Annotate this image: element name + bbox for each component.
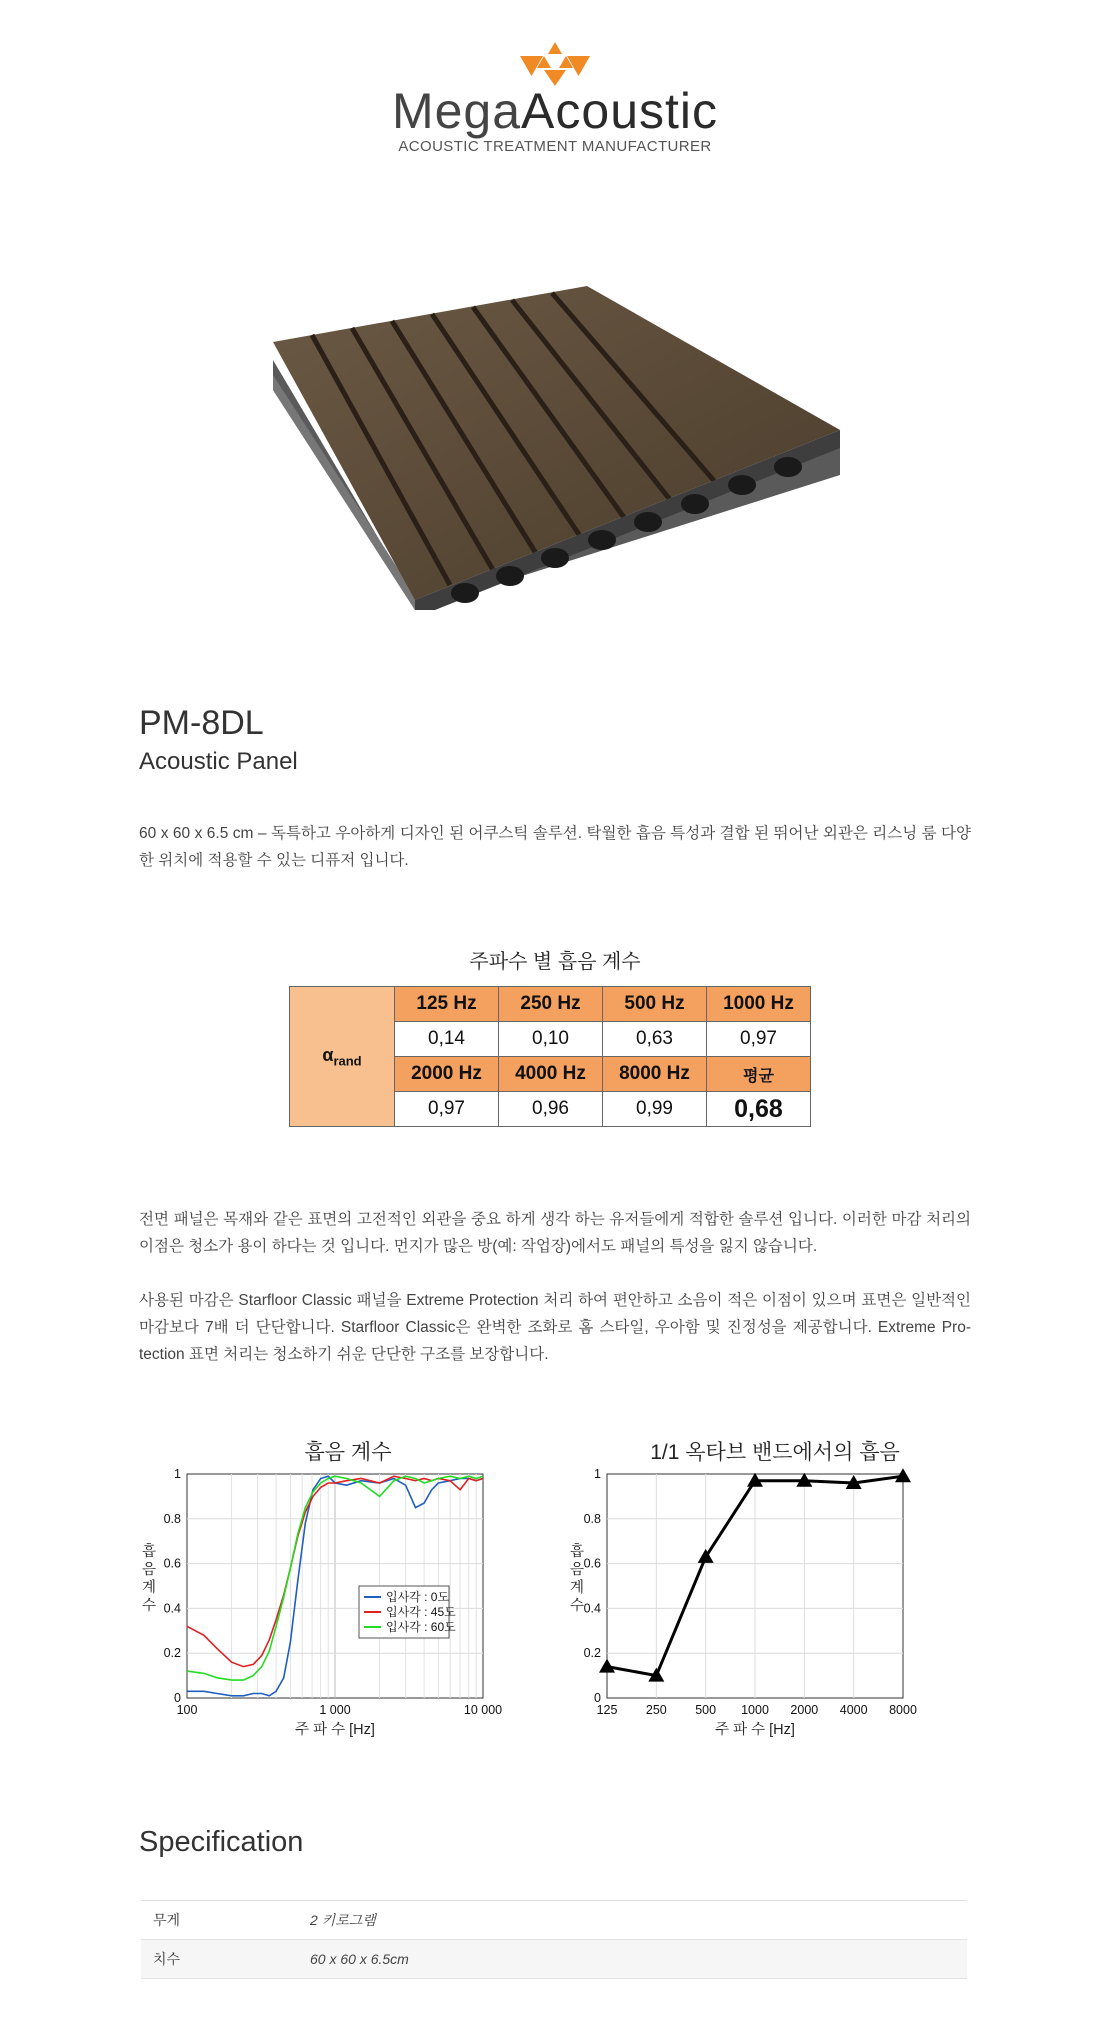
y-tick-label: 0.2: [583, 1646, 601, 1661]
y-axis-label-char: 계: [141, 1580, 157, 1596]
absorption-value: 0,97: [395, 1092, 499, 1127]
paragraph-finish: 전면 패널은 목재와 같은 표면의 고전적인 외관을 중요 하게 생각 하는 유저들에게 적합한 솔루션 입니다. 이러한 마감 처리의 이점은 청소가 용이 하다는 것 입니다. 먼지가 많은 방(예: 작업장)에서도 패널의 특성을 잃지 않습니다.: [139, 1211, 971, 1255]
y-tick-label: 0.8: [163, 1511, 181, 1526]
freq-header: 4000 Hz: [499, 1057, 603, 1092]
chart2-title: 1/1 옥타브 밴드에서의 흡음: [650, 1441, 900, 1464]
x-tick-label: 100: [176, 1703, 198, 1717]
alpha-rand-cell: [290, 987, 395, 1127]
y-tick-label: 0.4: [163, 1601, 181, 1616]
alpha-subscript: rand: [333, 1053, 362, 1069]
product-image: [265, 280, 845, 610]
y-tick-label: 0.6: [583, 1556, 601, 1571]
spec-key: 무게: [141, 1901, 298, 1940]
x-tick-label: 8000: [889, 1703, 917, 1717]
legend-label: 입사각 : 0도: [386, 1590, 450, 1604]
spec-row: [141, 1940, 967, 1979]
freq-header: 1000 Hz: [707, 987, 811, 1022]
spec-title: Specification: [139, 1826, 304, 1858]
absorption-value: 0,10: [499, 1022, 603, 1057]
spec-row: [141, 1901, 967, 1940]
y-tick-label: 0: [174, 1691, 181, 1705]
absorption-value: 0,96: [499, 1092, 603, 1127]
product-description: 60 x 60 x 6.5 cm – 독특하고 우아하게 디자인 된 어쿠스틱 솔루션. 탁월한 흡음 특성과 결합 된 뛰어난 외관은 리스닝 룸 다양한 위치에 적용할 수 있는 디퓨저 입니다.: [139, 825, 971, 869]
x-tick-label: 4000: [839, 1703, 868, 1717]
product-code: PM-8DL: [139, 704, 264, 742]
brand-tagline: ACOUSTIC TREATMENT MANUFACTURER: [398, 138, 712, 155]
average-header: 평균: [707, 1057, 811, 1092]
x-tick-label: 10 000: [463, 1703, 503, 1717]
x-axis-label: 주 파 수 [Hz]: [295, 1722, 375, 1738]
y-axis-label-char: 계: [569, 1580, 585, 1596]
freq-header: 500 Hz: [603, 987, 707, 1022]
spec-table: [141, 1900, 967, 1979]
absorption-table-title: 주파수 별 흡음 계수: [469, 951, 641, 973]
absorption-value: 0,97: [707, 1022, 811, 1057]
y-axis-label-char: 흡: [569, 1544, 585, 1560]
y-axis-label-char: 수: [141, 1598, 157, 1614]
absorption-table: [289, 986, 811, 1127]
absorption-value: 0,63: [603, 1022, 707, 1057]
chart-absorption-by-angle: [135, 1462, 535, 1762]
product-type: Acoustic Panel: [139, 748, 298, 775]
freq-header: 8000 Hz: [603, 1057, 707, 1092]
y-tick-label: 0.6: [163, 1556, 181, 1571]
absorption-value: 0,99: [603, 1092, 707, 1127]
brand-name-part1: Mega: [391, 83, 522, 139]
paragraph-surface: 사용된 마감은 Starfloor Classic 패널을 Extreme Protection 처리 하여 편안하고 소음이 적은 이점이 있으며 표면은 일반적인 마감보다 7배 더 단단합니다. Starfloor Classic은 완벽한 조화로 홈 스타일, 우아함 및 진정성을 제공합니다. Extreme Protection 표면 처리는 청소하기 쉬운 단단한 구조를 보장합니다.: [139, 1292, 971, 1363]
average-value: 0,68: [707, 1092, 811, 1127]
y-axis-label-char: 음: [141, 1562, 157, 1578]
y-axis-label-char: 음: [569, 1562, 585, 1578]
x-tick-label: 500: [695, 1703, 717, 1717]
y-axis-label-char: 흡: [141, 1544, 157, 1560]
freq-header: 2000 Hz: [395, 1057, 499, 1092]
freq-header: 125 Hz: [395, 987, 499, 1022]
brand-logo-text: [0, 82, 1110, 140]
brand-name-part2: Acoustic: [521, 83, 719, 139]
legend-label: 입사각 : 60도: [386, 1620, 456, 1634]
x-tick-label: 250: [645, 1703, 667, 1717]
spec-value: 2 키로그램: [298, 1901, 967, 1940]
y-tick-label: 0.8: [583, 1511, 601, 1526]
x-tick-label: 1000: [741, 1703, 769, 1717]
logo-triangles: [515, 40, 595, 86]
y-tick-label: 0.2: [163, 1646, 181, 1661]
spec-key: 치수: [141, 1940, 298, 1979]
y-tick-label: 0.4: [583, 1601, 601, 1616]
y-tick-label: 1: [174, 1467, 181, 1481]
y-tick-label: 1: [594, 1467, 601, 1481]
freq-header: 250 Hz: [499, 987, 603, 1022]
x-tick-label: 125: [596, 1703, 618, 1717]
alpha-symbol: α: [322, 1044, 334, 1065]
y-tick-label: 0: [594, 1691, 601, 1705]
chart1-title: 흡음 계수: [304, 1441, 392, 1464]
spec-value: 60 x 60 x 6.5cm: [298, 1940, 967, 1979]
x-axis-label: 주 파 수 [Hz]: [715, 1722, 795, 1738]
x-tick-label: 2000: [790, 1703, 819, 1717]
x-tick-label: 1 000: [319, 1703, 351, 1717]
absorption-value: 0,14: [395, 1022, 499, 1057]
legend-label: 입사각 : 45도: [386, 1605, 456, 1619]
y-axis-label-char: 수: [569, 1598, 585, 1614]
chart-octave-band: [565, 1462, 965, 1762]
